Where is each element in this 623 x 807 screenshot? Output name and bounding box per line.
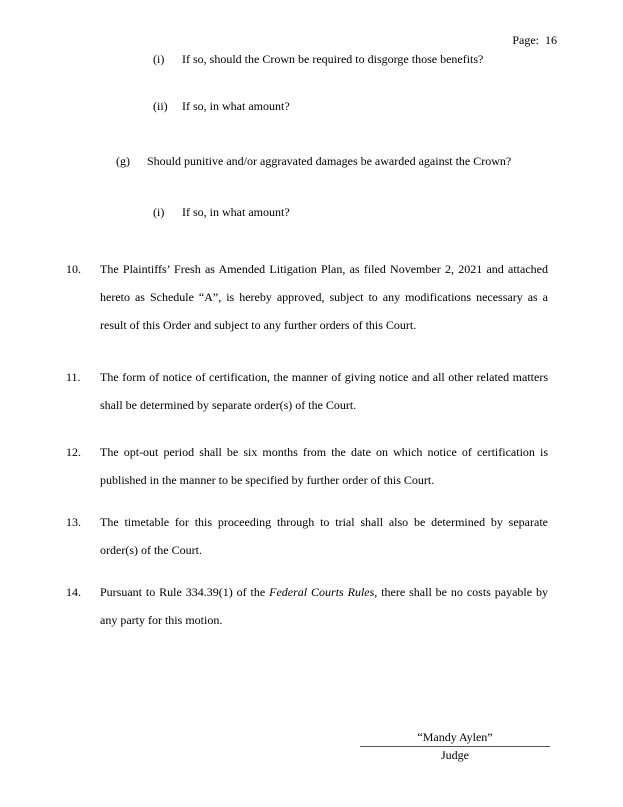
order-paragraph (66, 255, 548, 339)
text-segment: result of this Order and subject to any further orders of this Court. (100, 318, 417, 332)
paragraph-number: 10. (66, 262, 81, 276)
paragraph-line (100, 283, 548, 311)
text-segment: The Plaintiffs’ Fresh as Amended Litigation Plan, as filed November 2, 2021 and attached (100, 262, 548, 276)
subitem-label: (i) (153, 205, 165, 219)
text-segment: The opt-out period shall be six months from the date on which notice of certification is (100, 445, 548, 459)
text-segment: The timetable for this proceeding through to trial shall also be determined by separate (100, 515, 548, 529)
order-paragraph (66, 438, 548, 494)
page-number: Page: 16 (512, 33, 557, 47)
text-segment: The form of notice of certification, the manner of giving notice and all other related matters (100, 370, 548, 384)
subitem-text: If so, should the Crown be required to disgorge those benefits? (182, 52, 484, 66)
paragraph-line (100, 255, 548, 283)
paragraph-body (100, 363, 548, 419)
paragraph-body (100, 578, 548, 634)
text-segment: , there shall be no costs payable by (374, 585, 548, 599)
paragraph-line (100, 508, 548, 536)
subitem-label: (i) (153, 52, 165, 66)
paragraph-body (100, 438, 548, 494)
paragraph-line (100, 578, 548, 606)
text-segment: Pursuant to Rule 334.39(1) of the (100, 585, 270, 599)
text-segment: any party for this motion. (100, 613, 223, 627)
paragraph-line (100, 438, 548, 466)
text-segment: published in the manner to be specified by further order of this Court. (100, 473, 435, 487)
signature-block (360, 729, 550, 764)
text-segment: shall be determined by separate order(s) of the Court. (100, 398, 357, 412)
subitem-label: (ii) (153, 99, 168, 113)
order-paragraph (66, 508, 548, 564)
subitem-text: If so, in what amount? (182, 205, 290, 219)
paragraph-body (100, 508, 548, 564)
subitem-label: (g) (116, 154, 130, 168)
paragraph-number: 12. (66, 445, 81, 459)
paragraph-line (100, 466, 548, 494)
italic-text: Federal Courts Rules (269, 585, 375, 599)
paragraph-number: 14. (66, 585, 81, 599)
signature-title: Judge (441, 748, 469, 762)
paragraph-number: 13. (66, 515, 81, 529)
paragraph-body (100, 255, 548, 339)
paragraph-line (100, 311, 548, 339)
paragraph-number: 11. (66, 370, 81, 384)
order-paragraph (66, 363, 548, 419)
subitem-text: Should punitive and/or aggravated damages be awarded against the Crown? (147, 154, 512, 168)
text-segment: hereto as Schedule “A”, is hereby approved, subject to any modifications necessary as a (100, 290, 548, 304)
signature-name: “Mandy Aylen” (360, 729, 550, 747)
paragraph-line (100, 606, 548, 634)
paragraph-line (100, 391, 548, 419)
order-paragraph (66, 578, 548, 634)
paragraph-line (100, 536, 548, 564)
text-segment: order(s) of the Court. (100, 543, 202, 557)
paragraph-line (100, 363, 548, 391)
subitem-text: If so, in what amount? (182, 99, 290, 113)
